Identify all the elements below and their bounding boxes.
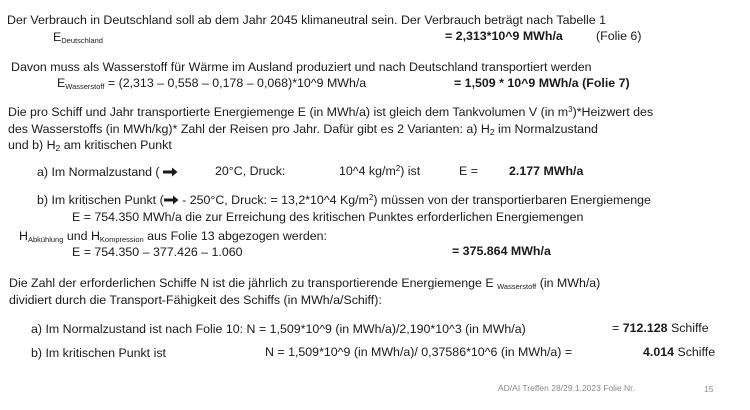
variant-a-pressure	[339, 164, 420, 178]
arrow-right-icon	[164, 195, 179, 205]
ships-b-result	[643, 345, 715, 359]
subscript: 2	[55, 143, 61, 153]
variant-b-line1	[37, 192, 651, 208]
variant-b-line2: E = 754.350 MWh/a die zur Erreichung des kritischen Punktes erforderlichen Energiemengen	[72, 210, 584, 224]
e-deutschland-ref: (Folie 6)	[596, 29, 642, 43]
text: =	[612, 321, 620, 335]
text: Die pro Schiff und Jahr transportierte Energiemenge E (in MWh/a) ist gleich dem Tankvolumen V (in m	[8, 105, 569, 119]
hydrogen-line: Davon muss als Wasserstoff für Wärme im Ausland produziert und nach Deutschland transportiert werden	[11, 60, 592, 74]
e-expression: = (2,313 – 0,558 – 0,178 – 0,068)*10^9 MWh/a	[107, 76, 367, 90]
para-energy-line2	[8, 121, 598, 137]
text: im Normalzustand	[494, 122, 598, 136]
text: aus Folie 13 abgezogen werden:	[143, 229, 327, 243]
unit: Schiffe	[674, 345, 716, 359]
variant-b-line3	[19, 228, 327, 244]
ships-a-label: a) Im Normalzustand ist nach Folie 10: N = 1,509*10^9 (in MWh/a)/2,190*10^3 (in MWh/a)	[31, 322, 526, 336]
subscript: Kompression	[99, 235, 144, 244]
subscript: Wasserstoff	[497, 282, 537, 291]
variant-a-label	[37, 164, 178, 180]
ships-b-expr: N = 1,509*10^9 (in MWh/a)/ 0,37586*10^6 (in MWh/a) =	[265, 345, 573, 359]
text: ) müssen von der transportierbaren Energiemenge	[373, 193, 651, 207]
text: a) Im Normalzustand (	[37, 165, 160, 179]
para-ships-line2: dividiert durch die Transport-Fähigkeit des Schiffs (in MWh/a/Schiff):	[9, 293, 382, 307]
variant-a-condition: 20°C, Druck:	[215, 164, 286, 178]
value: 4.014	[643, 345, 675, 359]
superscript: 2	[368, 193, 374, 202]
subscript: Abkühlung	[27, 235, 64, 244]
text: Die Zahl der erforderlichen Schiffe N ist die jährlich zu transportierende Energiemenge E	[9, 276, 494, 290]
variant-b-calc: E = 754.350 – 377.426 – 1.060	[72, 245, 243, 259]
variant-b-result: = 375.864 MWh/a	[452, 244, 551, 258]
e-wasserstoff-value	[454, 76, 630, 90]
footer-text: AD/AI Treffen 28/29.1.2023 Folie Nr.	[498, 383, 635, 393]
value: 712.128	[622, 321, 668, 335]
text: - 250°C, Druck: = 13,2*10^4 Kg/m	[178, 193, 369, 207]
variant-a-value: 2.177 MWh/a	[509, 164, 584, 178]
text: am kritischen Punkt	[60, 138, 172, 152]
text: )*Heizwert des	[572, 105, 654, 119]
para-energy-line1	[8, 104, 653, 120]
text: und b) H	[8, 138, 56, 152]
superscript: 3	[568, 105, 573, 114]
text: und H	[63, 229, 100, 243]
e-subscript: Deutschland	[61, 36, 103, 45]
unit: Schiffe	[667, 321, 709, 335]
subscript: 2	[489, 127, 495, 137]
text: b) Im kritischen Punkt (	[37, 193, 164, 207]
variant-a-eq: E =	[459, 164, 478, 178]
e-ref: (Folie 7)	[582, 76, 630, 90]
e-wasserstoff-expr	[57, 76, 366, 90]
e-symbol: E	[53, 30, 62, 44]
e-value: = 1,509 * 10^9 MWh/a	[454, 76, 579, 90]
text: des Wasserstoffs (in MWh/kg)* Zahl der Reisen pro Jahr. Dafür gibt es 2 Varianten: a) H	[8, 122, 490, 136]
arrow-right-icon	[163, 167, 178, 177]
para-ships-line1	[9, 275, 600, 291]
text: H	[19, 229, 28, 243]
ships-b-label: b) Im kritischen Punkt ist	[31, 346, 166, 360]
text: 10^4 kg/m	[339, 164, 396, 178]
page-number: 15	[704, 384, 714, 394]
text: (in MWh/a)	[536, 276, 601, 290]
e-subscript: Wasserstoff	[65, 82, 105, 91]
superscript: 2	[395, 164, 401, 173]
e-deutschland-value: = 2,313*10^9 MWh/a	[445, 29, 563, 43]
intro-line: Der Verbrauch in Deutschland soll ab dem Jahr 2045 klimaneutral sein. Der Verbrauch beträgt nach Tabelle 1	[7, 13, 606, 27]
text: ) ist	[400, 164, 421, 178]
para-energy-line3	[8, 137, 172, 153]
e-symbol: E	[57, 76, 66, 90]
e-deutschland-symbol	[53, 30, 103, 44]
ships-a-result	[612, 321, 709, 335]
